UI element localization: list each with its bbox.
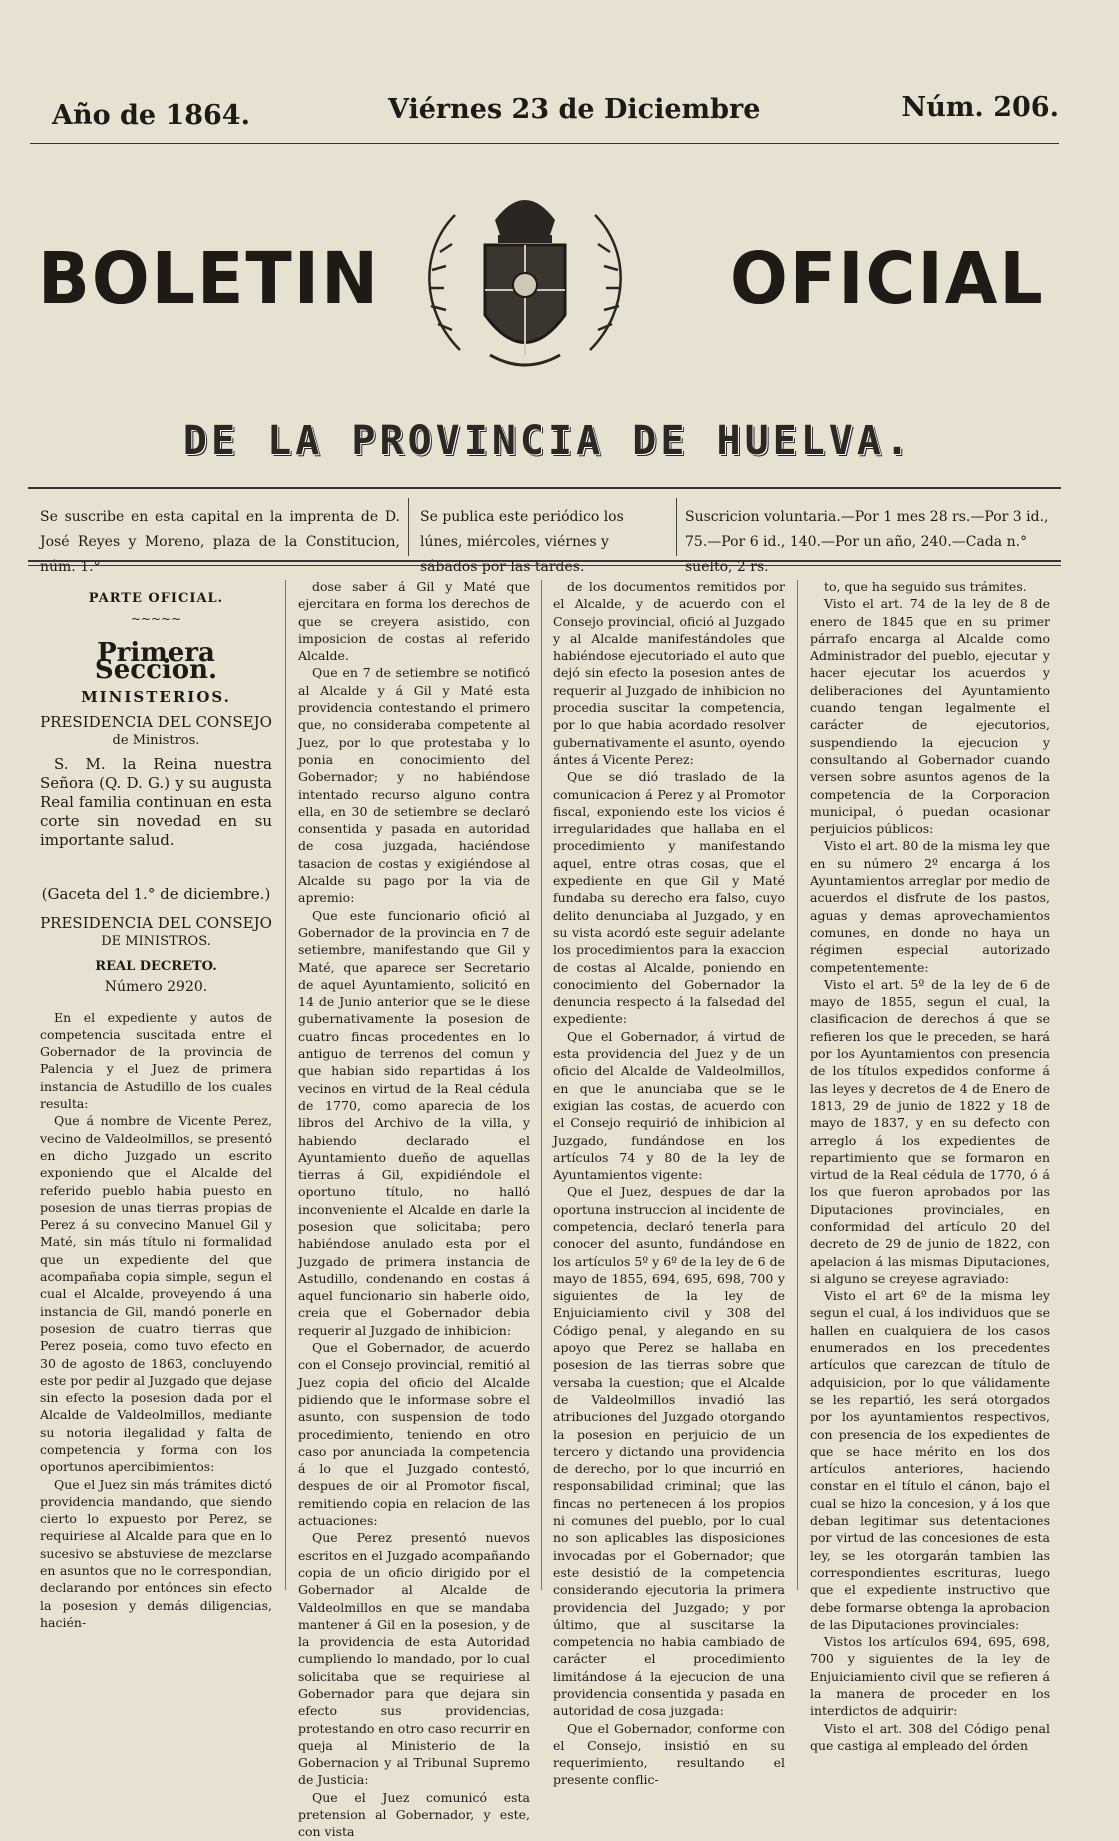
column-2 <box>298 578 530 1841</box>
paragraph: Visto el art. 308 del Código penal que castiga al empleado del órden <box>810 1720 1050 1753</box>
paragraph: Que este funcionario ofició al Gobernador de la provincia en 7 de setiembre, manifestando que Gil y Maté, que aparece ser Secretario de aquel Ayuntamiento, solicitó en 14 de Junio anterior que se le diese gubernativamente la posesion de cuatro fincas procedentes en lo antiguo de terrenos del comun y que habian sido repartidas á los vecinos en virtud de la Real cédula de 1770, como aparecia de los libros del Archivo de la villa, y habiendo declarado el Ayuntamiento dueño de aquellas tierras á Gil, expidiéndole el oportuno título, no halló inconveniente el Alcalde en darle la posesion que solicitaba; pero habiéndose anulado esta por el Juzgado de primera instancia de Astudillo, condenando en costas á aquel funcionario sin haberle oido, creia que el Gobernador debia requerir al Juzgado de inhibicion: <box>298 907 530 1338</box>
paragraph: Visto el art. 5º de la ley de 6 de mayo de 1855, segun el cual, la clasificacion de derechos á que se refieren los que le preceden, se hará por los Ayuntamientos con presencia de los títulos expedidos conforme á las leyes y decretos de 4 de Enero de 1813, 29 de junio de 1822 y 18 de mayo de 1837, y en su defecto con arreglo á los expedientes de repartimiento que se formaron en virtud de la Real cédula de 1770, ó á los que fueron aprobados por las Diputaciones provinciales, en conformidad del artículo 20 del decreto de 29 de junio de 1822, con apelacion á las mismas Diputaciones, si alguno se creyese agraviado: <box>810 976 1050 1286</box>
publication-schedule: Se publica este periódico los lúnes, miércoles, viérnes y sábados por las tardes. <box>420 509 624 575</box>
section-label: PARTE OFICIAL. <box>88 591 224 606</box>
paragraph: Que el Juez, despues de dar la oportuna instruccion al incidente de competencia, declaró tenerla para conocer del asunto, fundándose en los artículos 5º y 6º de la ley de 6 de mayo de 1855, 694, 695, 698, 700 y siguientes de la ley de Enjuiciamiento civil y 308 del Código penal, y alegando en su apoyo que Perez se hallaba en posesion de las tierras sobre que versaba la cuestion; que el Alcalde de Valdeolmillos invadió las atribuciones del Juzgado otorgando la posesion en perjuicio de un tercero y dictando una providencia de derecho, por lo que incurrió en responsabilidad criminal; que las fincas no pertenecen á los propios ni comunes del pueblo, por lo cual no son aplicables las disposiciones invocadas por el Gobernador; que este desistió de la competencia considerando ejecutoria la primera providencia del Juzgado; y por último, que al suscitarse la competencia no habia cambiado de carácter el procedimiento limitándose á la ejecucion de una providencia consentida y pasada en autoridad de cosa juzgada: <box>553 1184 785 1719</box>
column-3 <box>553 578 785 1789</box>
divider <box>28 565 1061 566</box>
paragraph: Visto el art 6º de la misma ley segun el cual, á los individuos que se hallen en cualquiera de los casos enumerados en los precedentes artículos que carezcan de título de adquisicion, por lo que válidamente se les repartió, les será otorgados por los ayuntamientos respectivos, con presencia de los expedientes de que se hace mérito en los dos artículos anteriores, haciendo constar en el título el cánon, bajo el cual se hizo la concesion, y á los que deban legitimar sus detentaciones por virtud de las concesiones de esta ley, se les otorgarán tambien las correspondientes escrituras, luego que el expediente instructivo que debe formarse obtenga la aprobacion de las Diputaciones provinciales: <box>810 1288 1050 1632</box>
issue-date: Viérnes 23 de Diciembre <box>388 94 761 125</box>
masthead-topline <box>30 92 1059 138</box>
ornament: ~~~~~ <box>130 612 182 627</box>
issue-year: Año de 1864. <box>52 100 250 131</box>
paragraph: Que el Gobernador, de acuerdo con el Consejo provincial, remitió al Juez copia del oficio del Alcalde pidiendo que le informase sobre el asunto, con suspension de todo procedimiento, teniendo en otro caso por anunciada la competencia á lo que el Juzgado contestó, despues de oir al Promotor fiscal, remitiendo copia en relacion de las actuaciones: <box>298 1340 530 1529</box>
paragraph: En el expediente y autos de competencia suscitada entre el Gobernador de la provincia de Palencia y el Juez de primera instancia de Astudillo de los cuales resulta: <box>40 1009 272 1112</box>
divider <box>676 498 677 556</box>
paragraph: Que el Juez sin más trámites dictó providencia mandando, que siendo cierto lo expuesto por Perez, se requiriese al Alcalde para que en lo sucesivo se abstuviese de mezclarse en asuntos que no le correspondian, declarando por entónces sin efecto la posesion y demás diligencias, hacién- <box>40 1476 272 1630</box>
paragraph: Que en 7 de setiembre se notificó al Alcalde y á Gil y Maté esta providencia contestando el primero que, no consideraba competente al Juez, por lo que protestaba y lo ponia en conocimiento del Gobernador; y no habiéndose intentado recurso alguno contra ella, en 30 de setiembre se declaró consentida y pasada en autoridad de cosa juzgada, haciéndose tasacion de costas y exigiéndose al Alcalde su pago por la via de apremio: <box>298 665 530 906</box>
paragraph: to, que ha seguido sus trámites. <box>824 579 1027 594</box>
masthead-title-right: OFICIAL <box>730 238 1045 321</box>
masthead-subtitle: DE LA PROVINCIA DE HUELVA. <box>182 418 914 464</box>
column-divider <box>541 580 542 1590</box>
column-divider <box>285 580 286 1590</box>
section-title: Primera Seccion. <box>94 637 218 685</box>
presidencia-heading: PRESIDENCIA DEL CONSEJO <box>40 713 272 732</box>
decree-number: Número 2920. <box>104 979 208 996</box>
column-4 <box>810 578 1050 1754</box>
paragraph: Que Perez presentó nuevos escritos en el Juzgado acompañando copia de un oficio dirigido por el Gobernador al Alcalde de Valdeolmillos en que se mandaba mantener á Gil en la posesion, y de la providencia de esta Autoridad cumpliendo lo mandado, por lo cual solicitaba que se requiriese al Gobernador para que dejara sin efecto sus providencias, protestando en otro caso recurrir en queja al Ministerio de la Gobernacion y al Tribunal Supremo de Justicia: <box>298 1530 530 1788</box>
ministerios-heading: MINISTERIOS. <box>81 688 231 707</box>
paragraph: Que á nombre de Vicente Perez, vecino de Valdeolmillos, se presentó en dicho Juzgado un escrito exponiendo que el Alcalde del referido pueblo habia puesto en posesion de unas tierras propias de Perez á su convecino Manuel Gil y Maté, sin más título ni formalidad que un expediente del que acompañaba copia simple, segun el cual el Alcalde, proveyendo á una instancia de Gil, mandó ponerle en posesion de cuatro tierras que Perez poseia, como tuvo efecto en 30 de agosto de 1863, concluyendo este por pedir al Juzgado que dejase sin efecto la posesion dada por el Alcalde de Valdeolmillos, mediante su notoria ilegalidad y falta de competencia y forma con los oportunos apercibimientos: <box>40 1113 272 1475</box>
issue-number: Núm. 206. <box>901 92 1059 123</box>
divider <box>28 487 1061 489</box>
subscription-place: Se suscribe en esta capital en la imprenta de D. José Reyes y Moreno, plaza de la Constitucion, núm. 1.° <box>40 509 400 575</box>
paragraph: Visto el art. 80 de la misma ley que en su número 2º encarga á los Ayuntamientos arreglar por medio de acuerdos el disfrute de los pastos, aguas y demas aprovechamientos comunes, en donde no haya un régimen especial autorizado competentemente: <box>810 838 1050 975</box>
divider <box>408 498 409 556</box>
divider <box>30 143 1059 144</box>
column-1 <box>40 578 272 1631</box>
paragraph: de los documentos remitidos por el Alcalde, y de acuerdo con el Consejo provincial, ofició al Juzgado y al Alcalde manifestándoles que habiéndose ejecutoriado el auto que dejó sin efecto la posesion antes de requerir al Juzgado de inhibicion no procedia suscitar la competencia, por lo que habia acordado resolver gubernativamente el asunto, oyendo ántes á Vicente Perez: <box>553 579 785 767</box>
subscription-prices: Suscricion voluntaria.—Por 1 mes 28 rs.—Por 3 id., 75.—Por 6 id., 140.—Por un año, 240.—Cada n.° suelto, 2 rs. <box>685 509 1049 575</box>
royal-crest-icon <box>400 180 650 380</box>
paragraph: dose saber á Gil y Maté que ejercitara en forma los derechos de que se creyera asistido, con imposicion de costas al referido Alcalde. <box>298 579 530 664</box>
paragraph: Que el Gobernador, á virtud de esta providencia del Juez y de un oficio del Alcalde de Valdeolmillos, en que le anunciaba que se le exigian las costas, de acuerdo con el Consejo requirió de inhibicion al Juzgado, fundándose en los artículos 74 y 80 de la ley de Ayuntamientos vigente: <box>553 1028 785 1183</box>
decree-heading: REAL DECRETO. <box>95 958 217 974</box>
masthead-title-left: BOLETIN <box>38 238 381 321</box>
paragraph: S. M. la Reina nuestra Señora (Q. D. G.) y su augusta Real familia continuan en esta corte sin novedad en su importante salud. <box>40 755 272 850</box>
presidencia-heading: PRESIDENCIA DEL CONSEJO <box>40 914 272 933</box>
paragraph: Que el Gobernador, conforme con el Consejo, insistió en su requerimiento, resultando el presente conflic- <box>553 1720 785 1788</box>
ministros-subheading: DE MINISTROS. <box>101 933 211 949</box>
paragraph: Que se dió traslado de la comunicacion á Perez y al Promotor fiscal, exponiendo este los vicios é irregularidades que hallaba en el procedimiento y manifestando aquel, entre otras cosas, que el expediente en que Gil y Maté fundaba su derecho era falso, cuyo delito denunciaba al Juzgado, y en su vista acordó este seguir adelante los procedimientos para la exaccion de costas al Alcalde, poniendo en conocimiento del Gobernador la denuncia respecto á la falsedad del expediente: <box>553 769 785 1027</box>
paragraph: Visto el art. 74 de la ley de 8 de enero de 1845 que en su primer párrafo encarga al Alcalde como Administrador del pueblo, ejecutar y hacer ejecutar los acuerdos y deliberaciones del Ayuntamiento cuando tengan legalmente el carácter de ejecutorios, suspendiendo la ejecucion y consultando al Gobernador cuando versen sobre asuntos agenos de la competencia de la Corporacion municipal, ó puedan ocasionar perjuicios públicos: <box>810 596 1050 837</box>
gaceta-reference: (Gaceta del 1.° de diciembre.) <box>41 885 271 904</box>
paragraph: Vistos los artículos 694, 695, 698, 700 y siguientes de la ley de Enjuiciamiento civil que se refieren á la manera de proceder en los interdictos de adquirir: <box>810 1634 1050 1719</box>
paragraph: Que el Juez comunicó esta pretension al Gobernador, y este, con vista <box>298 1789 530 1840</box>
column-divider <box>797 580 798 1590</box>
ministros-subheading: de Ministros. <box>112 732 200 748</box>
divider <box>28 560 1061 562</box>
